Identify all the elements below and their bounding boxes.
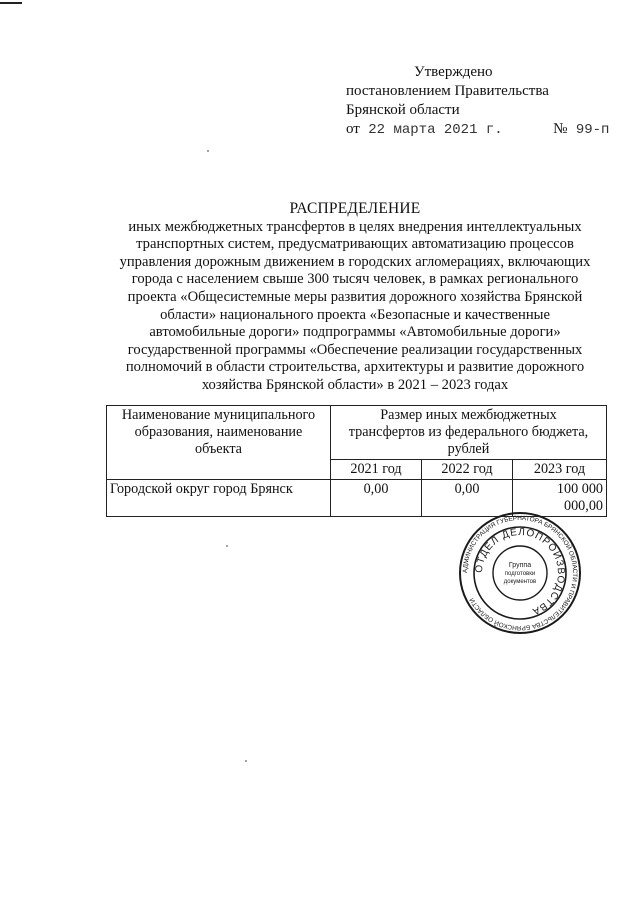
title-line: полномочий в области строительства, архитектуры и развитие дорожного	[125, 359, 585, 376]
scan-speck	[245, 760, 247, 762]
approval-number: 99-п	[575, 122, 610, 138]
corner-mark	[0, 2, 22, 4]
official-stamp	[458, 511, 582, 635]
header-municipality	[107, 406, 331, 480]
title-line: области» национального проекта «Безопасные и качественные	[160, 306, 550, 323]
title-line: государственной программы «Обеспечение реализации государственных	[127, 341, 583, 358]
date-prefix: от	[346, 121, 360, 137]
row-value-2021: 0,00	[331, 480, 422, 517]
scan-speck	[207, 150, 209, 152]
approval-title: Утверждено	[414, 64, 493, 80]
header-text: Наименование муниципального	[121, 407, 316, 423]
stamp-center-line: подготовки	[504, 571, 536, 577]
table-header-row	[107, 406, 607, 460]
approval-line-3: Брянской области	[346, 102, 460, 118]
title-line: автомобильные дороги» подпрограммы «Автомобильные дороги»	[149, 324, 561, 341]
approval-date-line	[346, 120, 609, 140]
title-heading: РАСПРЕДЕЛЕНИЕ	[289, 200, 421, 217]
approval-line-2: постановлением Правительства	[346, 83, 549, 99]
row-value-2023: 100 000 000,00	[513, 480, 607, 517]
approval-block	[346, 63, 609, 140]
stamp-center-line: документов	[503, 579, 537, 585]
header-text: образования, наименование	[134, 424, 303, 440]
number-prefix: №	[553, 121, 568, 137]
title-line: транспортных систем, предусматривающих автоматизацию процессов	[136, 236, 574, 253]
year-2021: 2021 год	[331, 460, 422, 480]
stamp-ring-textpath: ОТДЕЛ ДЕЛОПРОИЗВОДСТВА	[473, 526, 567, 617]
approval-date: 22 марта 2021 г.	[368, 122, 503, 138]
row-value-2022: 0,00	[422, 480, 513, 517]
title-line: проекта «Общесистемные меры развития дорожного хозяйства Брянской	[127, 288, 583, 305]
title-line: управления дорожным движением в городских агломерациях, включающих	[119, 253, 591, 270]
year-2022: 2022 год	[422, 460, 513, 480]
row-municipality: Городской округ город Брянск	[107, 480, 331, 517]
title-line: хозяйства Брянской области» в 2021 – 2023 годах	[201, 376, 509, 393]
title-line: иных межбюджетных трансфертов в целях внедрения интеллектуальных	[128, 218, 582, 235]
stamp-center-line: Группа	[508, 562, 532, 569]
header-amount	[331, 406, 607, 460]
scan-speck	[226, 545, 228, 547]
header-text: трансфертов из федерального бюджета,	[348, 424, 589, 440]
header-text: объекта	[195, 441, 242, 457]
stamp-outer-textpath: АДМИНИСТРАЦИЯ ГУБЕРНАТОРА БРЯНСКОЙ ОБЛАСТИ И ПРАВИТЕЛЬСТВА БРЯНСКОЙ ОБЛАСТИ	[461, 514, 579, 632]
title-line: города с населением свыше 300 тысяч человек, в рамках регионального	[131, 271, 579, 288]
document-title	[100, 200, 610, 395]
header-text: рублей	[447, 441, 490, 457]
header-text: Размер иных межбюджетных	[380, 407, 557, 423]
distribution-table	[106, 405, 607, 517]
year-2023: 2023 год	[513, 460, 607, 480]
